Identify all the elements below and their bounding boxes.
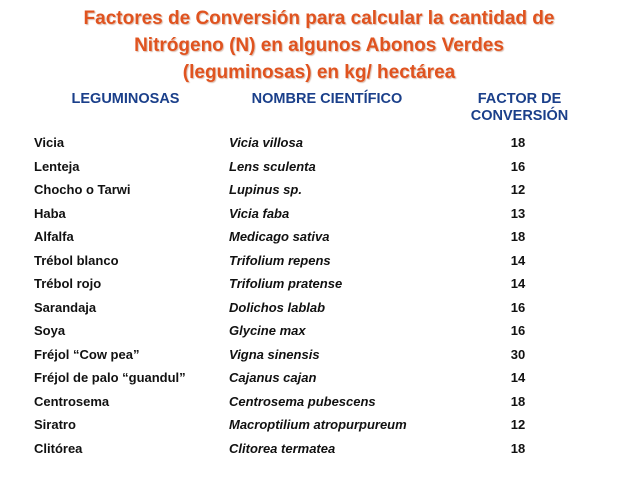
table-row: [0, 250, 638, 274]
table-row: [0, 226, 638, 250]
table-row: [0, 438, 638, 462]
cell-nombre-cientifico: Dolichos lablab: [229, 299, 326, 315]
column-header-factor-conversion: [453, 91, 586, 125]
cell-nombre-cientifico: Medicago sativa: [229, 229, 330, 244]
cell-factor: 18: [510, 135, 526, 150]
cell-nombre-cientifico: Centrosema pubescens: [229, 393, 376, 409]
cell-leguminosa: Vicia: [34, 135, 65, 150]
cell-nombre-cientifico: Clitorea termatea: [229, 440, 336, 456]
column-header-nombre-cientifico-label: NOMBRE CIENTÍFICO: [251, 91, 403, 107]
cell-factor: 14: [510, 276, 526, 291]
column-header-leguminosas: [38, 91, 213, 108]
cell-factor: 14: [510, 252, 526, 268]
cell-factor: 12: [510, 182, 526, 197]
table-row: [0, 132, 638, 156]
cell-factor: 12: [510, 417, 526, 432]
cell-leguminosa: Trébol rojo: [34, 276, 102, 291]
title-line-3: (leguminosas) en kg/ hectárea: [182, 62, 456, 83]
cell-nombre-cientifico: Trifolium pratense: [229, 276, 343, 291]
column-header-factor-line-2: CONVERSIÓN: [470, 108, 569, 124]
table-row: [0, 320, 638, 344]
table-row: [0, 414, 638, 438]
cell-factor: 16: [510, 299, 526, 315]
table-row: [0, 367, 638, 391]
column-header-leguminosas-label: LEGUMINOSAS: [71, 91, 180, 107]
page-title: [0, 5, 638, 86]
cell-nombre-cientifico: Trifolium repens: [229, 252, 331, 268]
cell-leguminosa: Centrosema: [34, 393, 110, 409]
title-line-2: Nitrógeno (N) en algunos Abonos Verdes: [134, 35, 504, 56]
table-row: [0, 156, 638, 180]
table-row: [0, 179, 638, 203]
cell-leguminosa: Soya: [34, 323, 66, 338]
cell-nombre-cientifico: Lens sculenta: [229, 158, 316, 174]
cell-leguminosa: Clitórea: [34, 440, 83, 456]
cell-nombre-cientifico: Vicia faba: [229, 205, 290, 221]
cell-nombre-cientifico: Macroptilium atropurpureum: [229, 417, 407, 432]
cell-leguminosa: Fréjol “Cow pea”: [34, 346, 140, 362]
table-row: [0, 297, 638, 321]
column-header-factor-line-1: FACTOR DE: [477, 91, 562, 107]
cell-factor: 16: [510, 158, 526, 174]
cell-leguminosa: Alfalfa: [34, 229, 74, 244]
table-row: [0, 203, 638, 227]
cell-leguminosa: Sarandaja: [34, 299, 97, 315]
cell-factor: 30: [510, 346, 526, 362]
table-row: [0, 391, 638, 415]
cell-leguminosa: Fréjol de palo “guandul”: [34, 370, 186, 385]
cell-nombre-cientifico: Lupinus sp.: [229, 182, 302, 197]
cell-factor: 18: [510, 393, 526, 409]
table-row: [0, 344, 638, 368]
conversion-table-body: [0, 132, 638, 461]
cell-nombre-cientifico: Vicia villosa: [229, 135, 303, 150]
cell-factor: 18: [510, 229, 526, 244]
cell-factor: 14: [510, 370, 526, 385]
cell-leguminosa: Chocho o Tarwi: [34, 182, 131, 197]
cell-leguminosa: Lenteja: [34, 158, 80, 174]
cell-leguminosa: Haba: [34, 205, 66, 221]
table-row: [0, 273, 638, 297]
cell-factor: 13: [510, 205, 526, 221]
cell-nombre-cientifico: Vigna sinensis: [229, 346, 320, 362]
cell-nombre-cientifico: Cajanus cajan: [229, 370, 317, 385]
cell-leguminosa: Siratro: [34, 417, 76, 432]
cell-factor: 18: [510, 440, 526, 456]
cell-factor: 16: [510, 323, 526, 338]
column-header-nombre-cientifico: [222, 91, 432, 108]
cell-nombre-cientifico: Glycine max: [229, 323, 306, 338]
cell-leguminosa: Trébol blanco: [34, 252, 119, 268]
title-line-1: Factores de Conversión para calcular la cantidad de: [83, 8, 555, 29]
